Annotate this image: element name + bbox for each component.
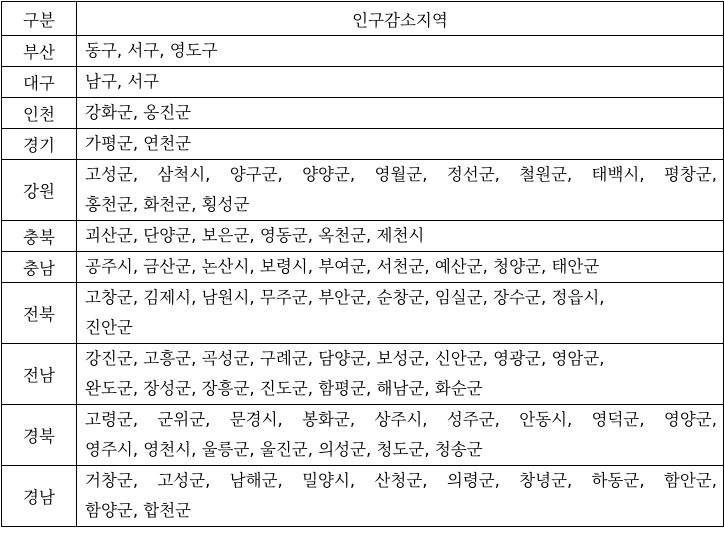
table-row <box>2 252 724 283</box>
table-row <box>2 98 724 129</box>
table-row <box>2 283 724 344</box>
regions-line: 강진군, 고흥군, 곡성군, 구례군, 담양군, 보성군, 신안군, 영광군, 영암군, <box>85 349 605 368</box>
table-row <box>2 221 724 252</box>
regions-line: 괴산군, 단양군, 보은군, 영동군, 옥천군, 제천시 <box>85 226 425 245</box>
regions-cell <box>77 466 724 527</box>
table-row <box>2 466 724 527</box>
header-regions: 인구감소지역 <box>77 2 724 36</box>
regions-line: 강화군, 옹진군 <box>85 103 192 122</box>
table-row <box>2 344 724 405</box>
regions-line: 영주시, 영천시, 울릉군, 울진군, 의성군, 청도군, 청송군 <box>85 440 483 459</box>
regions-line: 고령군, 군위군, 문경시, 봉화군, 상주시, 성주군, 안동시, 영덕군, 영양군, <box>85 410 717 429</box>
province-cell: 전남 <box>2 344 77 405</box>
regions-line: 거창군, 고성군, 남해군, 밀양시, 산청군, 의령군, 창녕군, 하동군, 함안군, <box>85 471 717 490</box>
regions-line: 공주시, 금산군, 논산시, 보령시, 부여군, 서천군, 예산군, 청양군, 태안군 <box>85 257 600 276</box>
table-row <box>2 405 724 466</box>
province-cell: 강원 <box>2 160 77 221</box>
regions-cell <box>77 129 724 160</box>
table-row <box>2 160 724 221</box>
regions-line: 남구, 서구 <box>85 72 160 91</box>
regions-line: 홍천군, 화천군, 횡성군 <box>85 195 250 214</box>
regions-cell <box>77 252 724 283</box>
province-cell: 경남 <box>2 466 77 527</box>
province-cell: 인천 <box>2 98 77 129</box>
regions-cell <box>77 98 724 129</box>
regions-line: 함양군, 합천군 <box>85 501 192 520</box>
header-row <box>2 2 724 36</box>
province-cell: 경북 <box>2 405 77 466</box>
table-row <box>2 129 724 160</box>
table-row <box>2 67 724 98</box>
province-cell: 전북 <box>2 283 77 344</box>
header-category: 구분 <box>2 2 77 36</box>
regions-line: 동구, 서구, 영도구 <box>85 41 218 60</box>
regions-cell <box>77 36 724 67</box>
province-cell: 충남 <box>2 252 77 283</box>
regions-cell <box>77 67 724 98</box>
table-row <box>2 36 724 67</box>
province-cell: 경기 <box>2 129 77 160</box>
regions-cell <box>77 160 724 221</box>
province-cell: 대구 <box>2 67 77 98</box>
regions-line: 가평군, 연천군 <box>85 134 192 153</box>
regions-line: 고성군, 삼척시, 양구군, 양양군, 영월군, 정선군, 철원군, 태백시, 평창군, <box>85 165 717 184</box>
province-cell: 충북 <box>2 221 77 252</box>
regions-line: 완도군, 장성군, 장흥군, 진도군, 함평군, 해남군, 화순군 <box>85 379 483 398</box>
regions-cell <box>77 405 724 466</box>
population-decline-region-table <box>1 1 724 527</box>
regions-line: 진안군 <box>85 318 133 337</box>
regions-cell <box>77 283 724 344</box>
regions-line: 고창군, 김제시, 남원시, 무주군, 부안군, 순창군, 임실군, 장수군, 정읍시, <box>85 288 605 307</box>
regions-cell <box>77 344 724 405</box>
province-cell: 부산 <box>2 36 77 67</box>
regions-cell <box>77 221 724 252</box>
